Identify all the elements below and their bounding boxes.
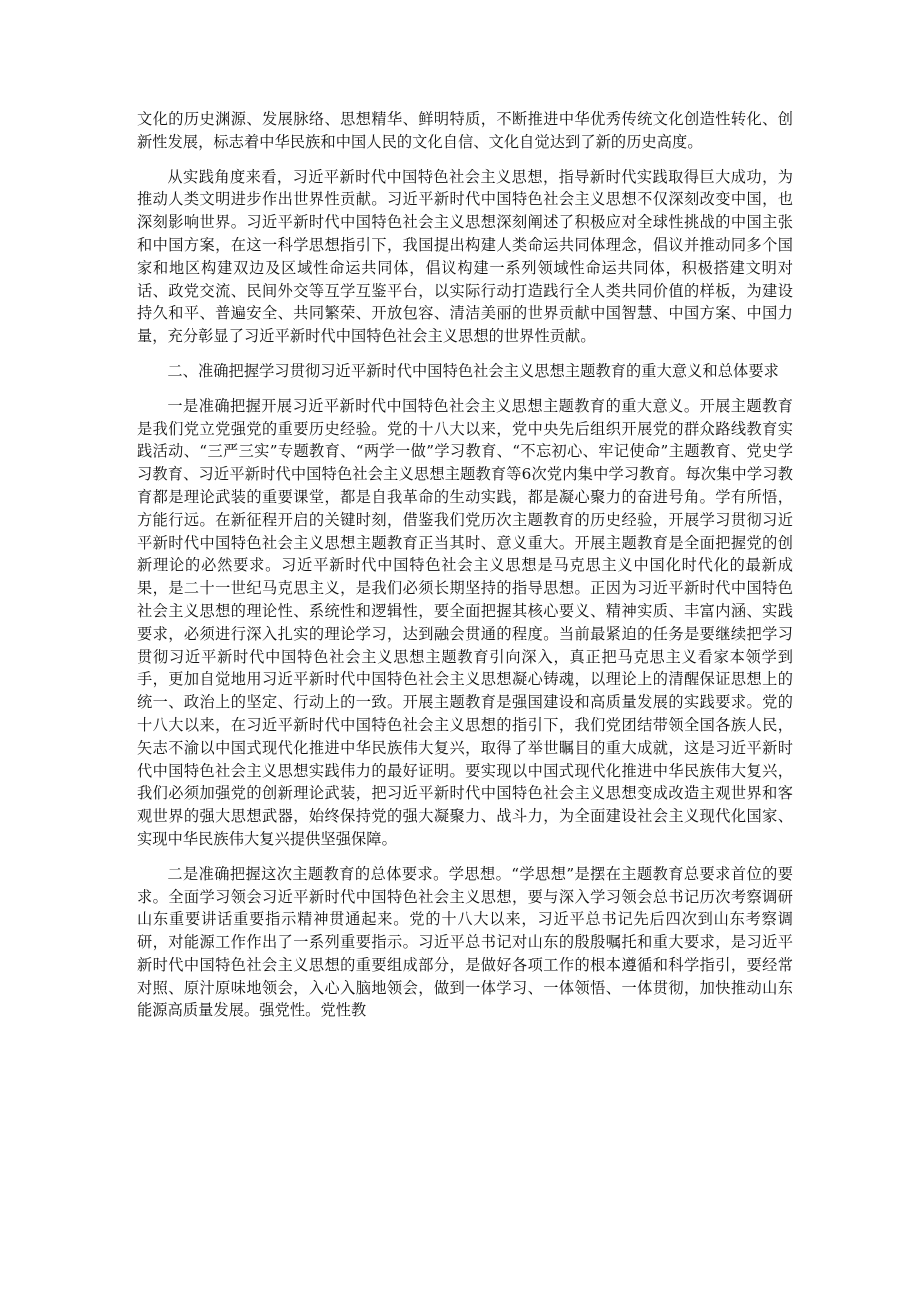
paragraph-general-requirements: 二是准确把握这次主题教育的总体要求。学思想。“学思想”是摆在主题教育总要求首位的要求。全面学习领会习近平新时代中国特色社会主义思想，要与深入学习领会总书记历次考察调研山东重要讲话重要指示精神贯通起来。党的十八大以来，习近平总书记先后四次到山东考察调研，对能源工作作出了一系列重要指示。习近平总书记对山东的殷殷嘱托和重大要求，是习近平新时代中国特色社会主义思想的重要组成部分，是做好各项工作的根本遵循和科学指引，要经常对照、原汁原味地领会，入心入脑地领会，做到一体学习、一体领悟、一体贯彻，加快推动山东能源高质量发展。强党性。党性教 [137,864,793,1020]
section-heading-2: 二、准确把握学习贯彻习近平新时代中国特色社会主义思想主题教育的重大意义和总体要求 [167,361,779,380]
paragraph-practice-perspective: 从实践角度来看，习近平新时代中国特色社会主义思想，指导新时代实践取得巨大成功，为推动人类文明进步作出世界性贡献。习近平新时代中国特色社会主义思想不仅深刻改变中国，也深刻影响世界。习近平新时代中国特色社会主义思想深刻阐述了积极应对全球性挑战的中国主张和中国方案，在这一科学思想指引下，我国提出构建人类命运共同体理念，倡议并推动同多个国家和地区构建双边及区域性命运共同体，倡议构建一系列领域性命运共同体，积极搭建文明对话、政党交流、民间外交等互学互鉴平台，以实际行动打造践行全人类共同价值的样板，为建设持久和平、普遍安全、共同繁荣、开放包容、清洁美丽的世界贡献中国智慧、中国方案、中国力量，充分彰显了习近平新时代中国特色社会主义思想的世界性贡献。 [137,167,793,346]
document-page [137,108,793,1034]
paragraph-continuation: 文化的历史渊源、发展脉络、思想精华、鲜明特质，不断推进中华优秀传统文化创造性转化、创新性发展，标志着中华民族和中国人民的文化自信、文化自觉达到了新的历史高度。 [137,110,793,151]
paragraph-significance: 一是准确把握开展习近平新时代中国特色社会主义思想主题教育的重大意义。开展主题教育是我们党立党强党的重要历史经验。党的十八大以来，党中央先后组织开展党的群众路线教育实践活动、“三严三实”专题教育、“两学一做”学习教育、“不忘初心、牢记使命”主题教育、党史学习教育、习近平新时代中国特色社会主义思想主题教育等6次党内集中学习教育。每次集中学习教育都是理论武装的重要课堂，都是自我革命的生动实践，都是凝心聚力的奋进号角。学有所悟，方能行远。在新征程开启的关键时刻，借鉴我们党历次主题教育的历史经验，开展学习贯彻习近平新时代中国特色社会主义思想主题教育正当其时、意义重大。开展主题教育是全面把握党的创新理论的必然要求。习近平新时代中国特色社会主义思想是马克思主义中国化时代化的最新成果，是二十一世纪马克思主义，是我们必须长期坚持的指导思想。正因为习近平新时代中国特色社会主义思想的理论性、系统性和逻辑性，要全面把握其核心要义、精神实质、丰富内涵、实践要求，必须进行深入扎实的理论学习，达到融会贯通的程度。当前最紧迫的任务是要继续把学习贯彻习近平新时代中国特色社会主义思想主题教育引向深入，真正把马克思主义看家本领学到手，更加自觉地用习近平新时代中国特色社会主义思想凝心铸魂，以理论上的清醒保证思想上的统一、政治上的坚定、行动上的一致。开展主题教育是强国建设和高质量发展的实践要求。党的十八大以来，在习近平新时代中国特色社会主义思想的指引下，我们党团结带领全国各族人民，矢志不渝以中国式现代化推进中华民族伟大复兴，取得了举世瞩目的重大成就，这是习近平新时代中国特色社会主义思想实践伟力的最好证明。要实现以中国式现代化推进中华民族伟大复兴，我们必须加强党的创新理论武装，把习近平新时代中国特色社会主义思想变成改造主观世界和客观世界的强大思想武器，始终保持党的强大凝聚力、战斗力，为全面建设社会主义现代化国家、实现中华民族伟大复兴提供坚强保障。 [137,396,793,848]
